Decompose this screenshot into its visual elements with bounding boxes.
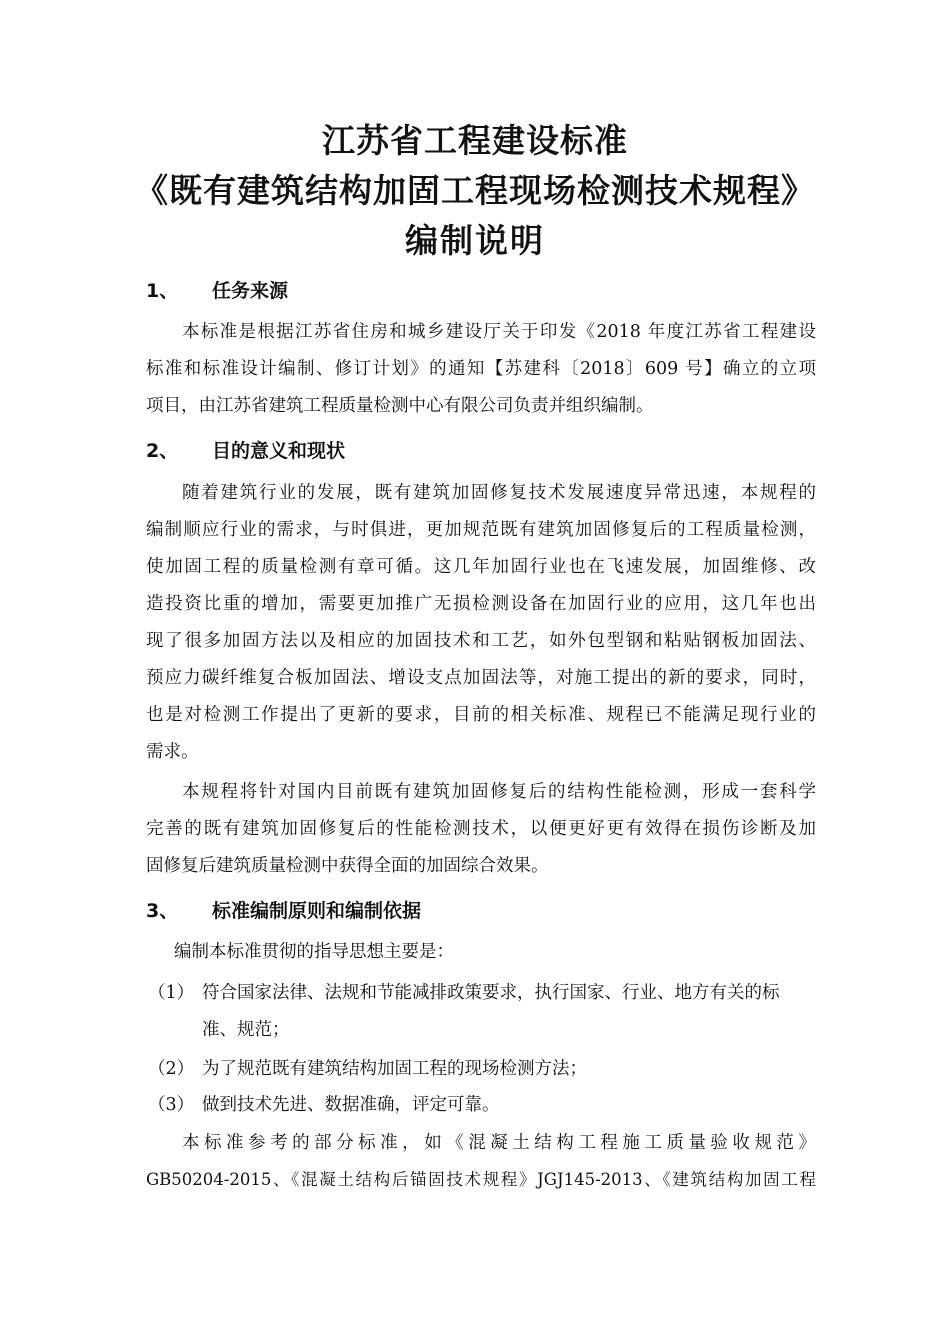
paragraph-line: 本规程将针对国内目前既有建筑加固修复后的结构性能检测，形成一套科学 (182, 782, 816, 802)
paragraph-line: 需求。 (146, 742, 199, 762)
paragraph-line: 项目，由江苏省建筑工程质量检测中心有限公司负责并组织编制。 (146, 396, 654, 416)
paragraph-line: GB50204-2015、《混凝土结构后锚固技术规程》JGJ145-2013、《建筑结构加固工程 (146, 1170, 816, 1189)
section-title: 目的意义和现状 (212, 440, 346, 462)
paragraph-line: 也是对检测工作提出了更新的要求，目前的相关标准、规程已不能满足现行业的 (146, 705, 816, 725)
list-item (148, 978, 816, 1008)
document-title-line2: 《既有建筑结构加固工程现场检测技术规程》 (135, 171, 815, 210)
paragraph-line: 标准和标准设计编制、修订计划》的通知【苏建科〔2018〕609 号】确立的立项 (146, 359, 816, 379)
paragraph-line: 现了很多加固方法以及相应的加固技术和工艺，如外包型钢和粘贴钢板加固法、 (146, 631, 816, 651)
section-3-heading (146, 896, 421, 926)
list-item-text: 做到技术先进、数据准确，评定可靠。 (202, 1095, 500, 1115)
document-title-line3: 编制说明 (405, 221, 545, 260)
list-item-continuation: 准、规范； (202, 1020, 290, 1040)
paragraph-line: 固修复后建筑质量检测中获得全面的加固综合效果。 (146, 856, 549, 876)
paragraph-line: 完善的既有建筑加固修复后的性能检测技术，以便更好更有效得在损伤诊断及加 (146, 819, 816, 839)
paragraph-line: 本标准是根据江苏省住房和城乡建设厅关于印发《2018 年度江苏省工程建设 (182, 322, 816, 342)
section-1-heading (146, 276, 288, 306)
paragraph-line: 预应力碳纤维复合板加固法、增设支点加固法等，对施工提出的新的要求，同时， (146, 668, 816, 688)
list-item-text: 符合国家法律、法规和节能减排政策要求，执行国家、行业、地方有关的标 (202, 983, 780, 1003)
paragraph-line: 使加固工程的质量检测有章可循。这几年加固行业也在飞速发展，加固维修、改 (146, 557, 816, 577)
paragraph-line: 造投资比重的增加，需要更加推广无损检测设备在加固行业的应用，这几年也出 (146, 594, 816, 614)
list-item (148, 1090, 816, 1120)
list-item-number: （1） (148, 983, 195, 1003)
paragraph-line: 编制本标准贯彻的指导思想主要是： (174, 942, 454, 962)
paragraph-line: 编制顺应行业的需求，与时俱进，更加规范既有建筑加固修复后的工程质量检测， (146, 520, 816, 540)
list-item (148, 1054, 816, 1084)
section-title: 任务来源 (212, 280, 289, 302)
list-item-number: （3） (148, 1095, 195, 1115)
list-item-number: （2） (148, 1059, 195, 1079)
document-title-line1: 江苏省工程建设标准 (322, 121, 628, 160)
section-number: 1、 (146, 280, 179, 302)
section-number: 2、 (146, 440, 179, 462)
section-number: 3、 (146, 900, 179, 922)
list-item-text: 为了规范既有建筑结构加固工程的现场检测方法； (202, 1059, 587, 1079)
paragraph-line: 随着建筑行业的发展，既有建筑加固修复技术发展速度异常迅速，本规程的 (182, 483, 816, 503)
section-title: 标准编制原则和编制依据 (212, 900, 422, 922)
paragraph-line: 本标准参考的部分标准，如《混凝土结构工程施工质量验收规范》 (182, 1133, 816, 1153)
section-2-heading (146, 436, 345, 466)
